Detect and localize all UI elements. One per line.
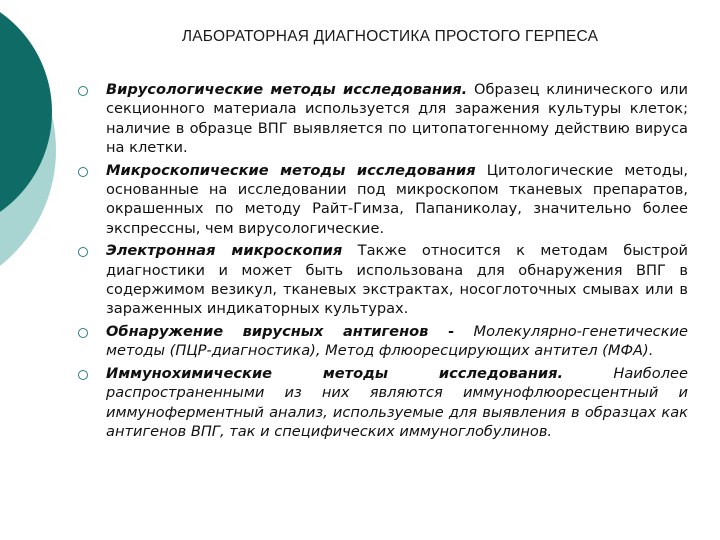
item-lead: Микроскопические методы исследования	[106, 161, 476, 179]
item-lead: Электронная микроскопия	[106, 242, 343, 260]
list-item-immunochemical	[78, 364, 688, 442]
item-dash: -	[428, 322, 474, 340]
list-item-electron-microscopy	[78, 241, 688, 319]
item-text: Образец клинического или секционного материала используется для заражения культуры клеток; наличие в образце ВПГ выявляется по цитопатогенному действию вируса на клетки.	[106, 81, 688, 157]
list-item-virological	[78, 80, 688, 158]
item-lead: Обнаружение вирусных антигенов	[106, 322, 429, 340]
bullet-circle-icon	[78, 328, 88, 338]
bullet-list	[78, 80, 688, 444]
item-text: Также относится к методам быстрой диагностики и может быть использована для обнаружения ВПГ в содержимом везикул, тканевых экстрактах, носоглоточных смывах или в зараженных индикаторных культурах.	[106, 242, 688, 318]
bullet-circle-icon	[78, 370, 88, 380]
item-text: Молекулярно-генетические методы (ПЦР-диагностика), Метод флюоресцирующих антител (МФА).	[106, 322, 688, 360]
item-text: Наиболее распространенными из них являются иммунофлюоресцентный и иммуноферментный анализ, используемые для выявления в образцах как антигенов ВПГ, так и специфических иммуноглобулинов.	[106, 364, 688, 440]
bullet-circle-icon	[78, 86, 88, 96]
bullet-circle-icon	[78, 167, 88, 177]
item-text: Цитологические методы, основанные на исследовании под микроскопом тканевых препаратов, окрашенных по методу Райт-Гимза, Папаниколау, значительно более экспрессны, чем вирусологические.	[106, 161, 688, 237]
bullet-circle-icon	[78, 247, 88, 257]
list-item-microscopic	[78, 161, 688, 239]
list-item-antigen-detection	[78, 322, 688, 361]
decorative-circles	[0, 0, 60, 300]
slide-title: ЛАБОРАТОРНАЯ ДИАГНОСТИКА ПРОСТОГО ГЕРПЕСА	[181, 28, 599, 45]
item-lead: Вирусологические методы исследования.	[106, 81, 468, 98]
item-lead: Иммунохимические методы исследования.	[106, 364, 564, 382]
